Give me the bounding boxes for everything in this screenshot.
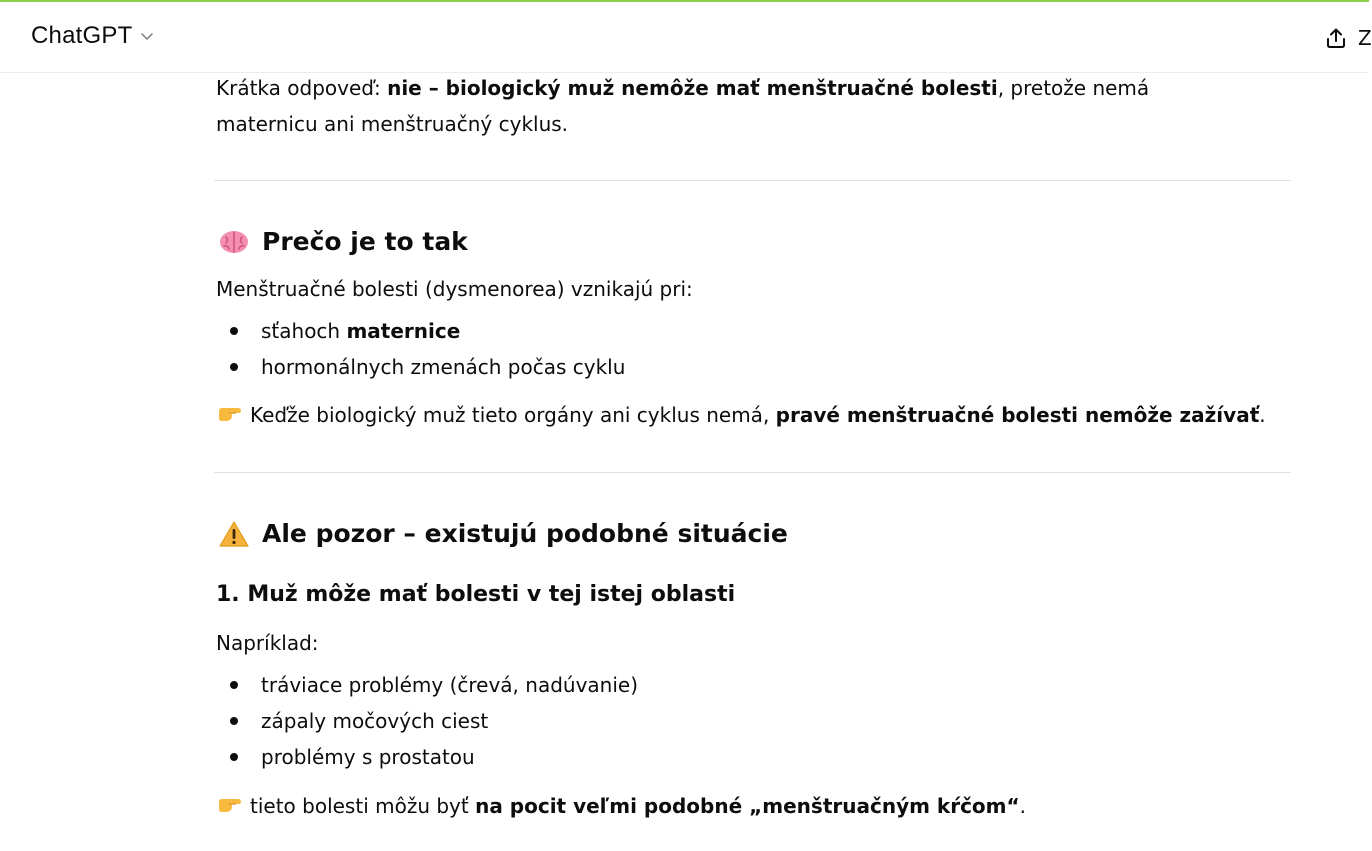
section-heading-text: Prečo je to tak (262, 227, 468, 256)
share-button[interactable] (1324, 26, 1372, 50)
section1-conclusion (216, 397, 1266, 433)
divider (214, 180, 1291, 181)
section2-list (216, 667, 638, 775)
section1-lead: Menštruačné bolesti (dysmenorea) vznikajú pri: (216, 277, 693, 301)
section2-conclusion (216, 788, 1026, 824)
list-item (216, 349, 625, 385)
section2-lead: Napríklad: (216, 631, 319, 655)
intro-paragraph (216, 70, 1236, 142)
pointing-right-icon (216, 794, 244, 816)
intro-suffix: , pretože nemá maternicu ani menštruačný cyklus. (216, 76, 1150, 136)
conclusion-suffix: . (1259, 403, 1266, 427)
list-item: problémy s prostatou (216, 739, 638, 775)
list-item-text: sťahoch (261, 319, 347, 343)
conclusion-bold: pravé menštruačné bolesti nemôže zažívať (775, 403, 1260, 427)
pointing-right-icon (216, 403, 244, 425)
divider (214, 472, 1291, 473)
brain-icon (218, 228, 250, 256)
conclusion-bold: na pocit veľmi podobné „menštruačným kŕčom“ (475, 794, 1020, 818)
warning-icon (218, 520, 250, 548)
section-heading-text: Ale pozor – existujú podobné situácie (262, 519, 788, 548)
section1-list (216, 313, 625, 385)
share-label: Z (1358, 26, 1372, 50)
list-item-text: hormonálnych zmenách počas cyklu (261, 355, 626, 379)
conclusion-prefix: tieto bolesti môžu byť (250, 794, 476, 818)
list-item: zápaly močových ciest (216, 703, 638, 739)
intro-prefix: Krátka odpoveď: (216, 76, 388, 100)
model-name: ChatGPT (31, 22, 133, 49)
chevron-down-icon (140, 29, 154, 43)
section2-subheading: 1. Muž môže mať bolesti v tej istej oblasti (216, 582, 736, 607)
list-item: tráviace problémy (črevá, nadúvanie) (216, 667, 638, 703)
conclusion-prefix: Keďže biologický muž tieto orgány ani cyklus nemá, (250, 403, 776, 427)
header-bar (0, 2, 1372, 73)
conclusion-suffix: . (1019, 794, 1027, 818)
section-heading-caution (218, 516, 788, 552)
share-icon (1324, 26, 1348, 50)
list-item (216, 313, 625, 349)
section-heading-why (218, 224, 468, 260)
intro-bold: nie – biologický muž nemôže mať menštruačné bolesti (387, 76, 998, 100)
model-selector-button[interactable] (31, 22, 154, 50)
list-item-bold: maternice (346, 319, 461, 343)
